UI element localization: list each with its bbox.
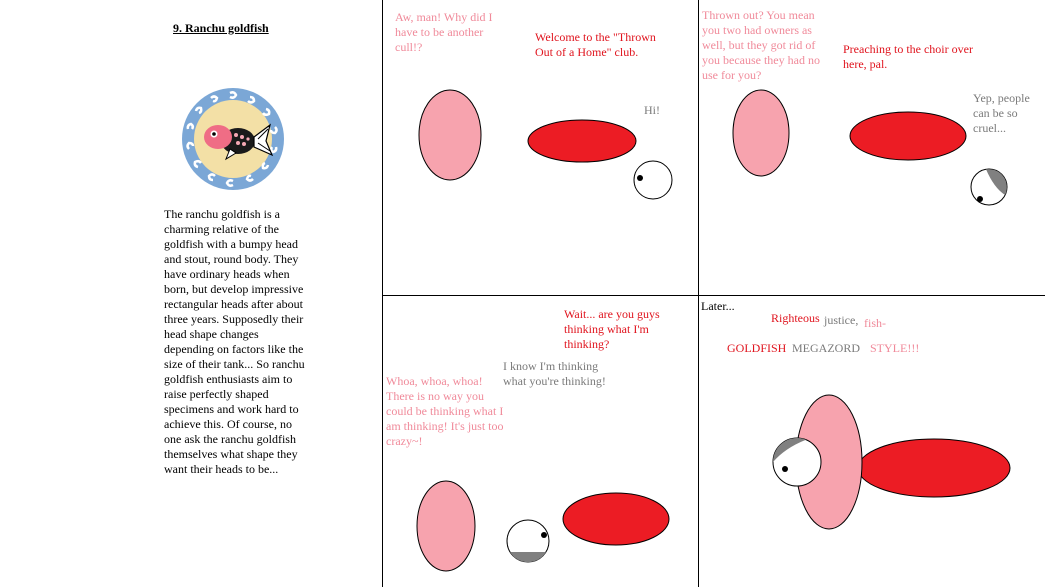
red-fish-panel2 [850,112,966,160]
panel1-red-dialogue: Welcome to the "Thrown Out of a Home" club. [535,30,656,59]
panel2-white-dialogue: Yep, people can be so cruel... [973,91,1030,135]
panel4-justice: justice, [824,313,859,327]
panel2-red-dialogue: Preaching to the choir over here, pal. [843,42,973,71]
panel4-righteous: Righteous [771,311,820,325]
description-text: The ranchu goldfish is a charming relative of the goldfish with a bumpy head and stout, round body. They have ordinary heads when born, but develop impressive rectangular heads after about three years. Supposedly their head shape changes depending on factors like the size of their tank... So ranchu goldfish enthusiasts aim to raise perfectly shaped specimens and work hard to achieve this. Of course, no one ask the ranchu goldfish themselves what shape they want their heads to be... [164,207,305,476]
red-fish-megazord [858,439,1010,497]
page-title: 9. Ranchu goldfish [173,21,269,35]
red-fish-panel3 [563,493,669,545]
white-fish-eye-panel2 [977,196,983,202]
panel4-style-shout: STYLE!!! [870,341,920,355]
panel4-goldfish-shout: GOLDFISH [727,341,787,355]
red-fish-panel1 [528,120,636,162]
white-fish-eye-panel3 [541,532,547,538]
panel4-megazord-shout: MEGAZORD [792,341,860,355]
pink-fish-panel3 [417,481,475,571]
panel4-fish: fish- [864,316,886,330]
pink-fish-panel1 [419,90,481,180]
panel1-white-dialogue: Hi! [644,103,660,117]
panel3-red-dialogue: Wait... are you guys thinking what I'm thinking? [564,307,660,351]
panel3-pink-dialogue: Whoa, whoa, whoa! There is no way you could be thinking what I am thinking! It's just too crazy~! [386,374,504,448]
white-fish-eye-panel1 [637,175,643,181]
white-fish-cap-panel3 [510,552,546,562]
panel1-pink-dialogue: Aw, man! Why did I have to be another cull!? [395,10,493,54]
panel2-pink-dialogue: Thrown out? You mean you two had owners as well, but they got rid of you because they had no use for you? [702,8,820,82]
pink-fish-panel2 [733,90,789,176]
panel4-caption: Later... [701,299,735,313]
panel3-white-dialogue: I know I'm thinking what you're thinking! [503,359,606,388]
white-fish-eye-megazord [782,466,788,472]
